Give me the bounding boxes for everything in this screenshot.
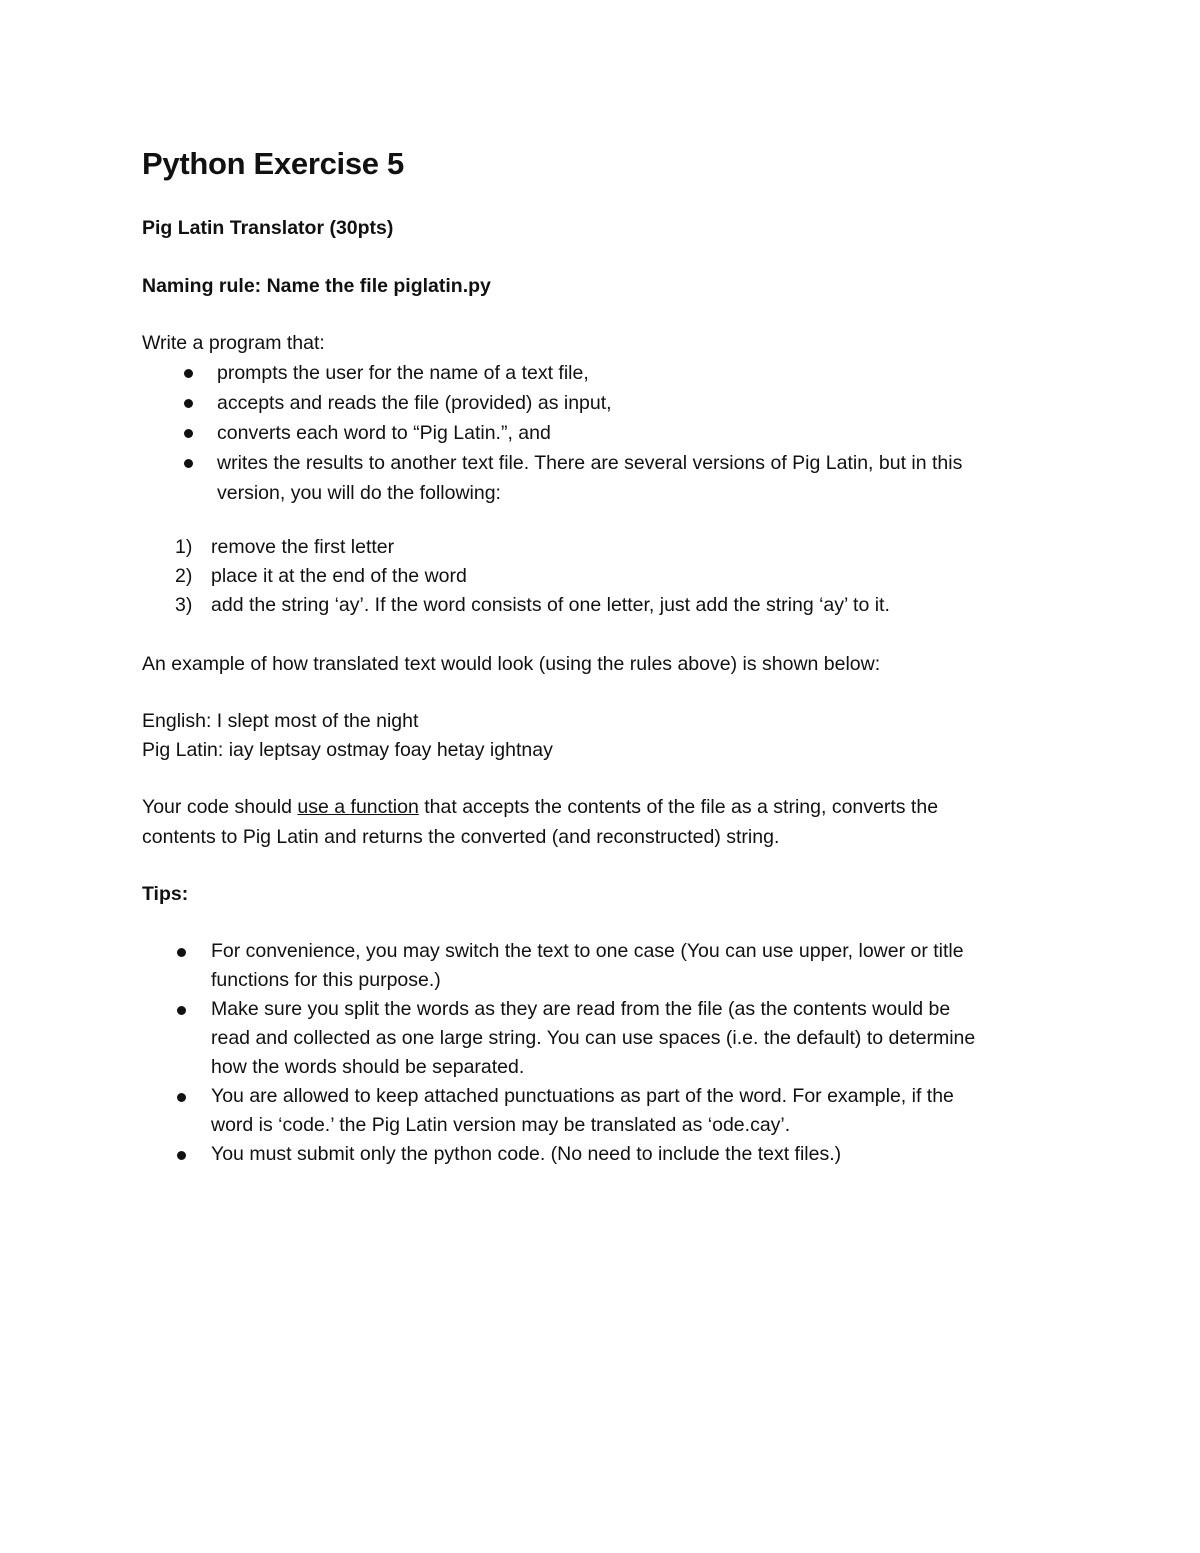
tip-text: Make sure you split the words as they are read from the file (as the contents would be [211,998,951,1020]
bullet-icon [177,1151,186,1160]
tip-item [0,1140,1200,1169]
example-pig-latin: Pig Latin: iay leptsay ostmay foay hetay ightnay [142,739,553,761]
list-item-text: version, you will do the following: [217,482,501,504]
paragraph-text: Your code should [142,796,298,818]
step-number: 3) [175,594,193,616]
function-paragraph [142,792,938,852]
bullet-icon [177,1093,186,1102]
tips-heading: Tips: [142,883,189,905]
intro-text: Write a program that: [142,332,325,354]
step-item [0,562,1200,591]
tip-item [0,937,1200,995]
example-intro: An example of how translated text would look (using the rules above) is shown below: [142,653,881,675]
bullet-icon [184,369,193,378]
step-item [0,591,1200,620]
requirements-list [0,358,1200,508]
tip-text: functions for this purpose.) [211,969,441,991]
tip-text: You must submit only the python code. (No need to include the text files.) [211,1143,842,1165]
list-item [0,448,1200,508]
tip-text: You are allowed to keep attached punctuations as part of the word. For example, if the [211,1085,954,1107]
list-item-text: writes the results to another text file. There are several versions of Pig Latin, but in this [217,452,963,474]
tip-text: word is ‘code.’ the Pig Latin version may be translated as ‘ode.cay’. [211,1114,791,1136]
bullet-icon [184,399,193,408]
step-text: place it at the end of the word [211,565,467,587]
tip-text: how the words should be separated. [211,1056,525,1078]
step-number: 1) [175,536,193,558]
tips-list [0,937,1200,1169]
bullet-icon [184,429,193,438]
paragraph-line: contents to Pig Latin and returns the converted (and reconstructed) string. [142,826,780,848]
exercise-heading: Pig Latin Translator (30pts) [142,217,394,239]
step-text: add the string ‘ay’. If the word consists of one letter, just add the string ‘ay’ to it. [211,594,890,616]
tip-item [0,995,1200,1082]
step-number: 2) [175,565,193,587]
bullet-icon [184,459,193,468]
bullet-icon [177,1006,186,1015]
bullet-icon [177,948,186,957]
steps-list [0,533,1200,620]
step-text: remove the first letter [211,536,395,558]
underlined-phrase: use a function [297,796,419,818]
list-item-text: converts each word to “Pig Latin.”, and [217,422,551,444]
paragraph-text: that accepts the contents of the file as a string, converts the [418,796,939,818]
step-item [0,533,1200,562]
tip-text: read and collected as one large string. You can use spaces (i.e. the default) to determine [211,1027,976,1049]
list-item-text: prompts the user for the name of a text file, [217,362,589,384]
document-title: Python Exercise 5 [142,146,404,181]
naming-rule: Naming rule: Name the file piglatin.py [142,275,491,297]
tip-item [0,1082,1200,1140]
tip-text: For convenience, you may switch the text to one case (You can use upper, lower or title [211,940,964,962]
list-item [0,388,1200,418]
list-item [0,358,1200,388]
example-english: English: I slept most of the night [142,710,419,732]
paragraph-line [142,792,938,822]
list-item-text: accepts and reads the file (provided) as input, [217,392,612,414]
list-item [0,418,1200,448]
